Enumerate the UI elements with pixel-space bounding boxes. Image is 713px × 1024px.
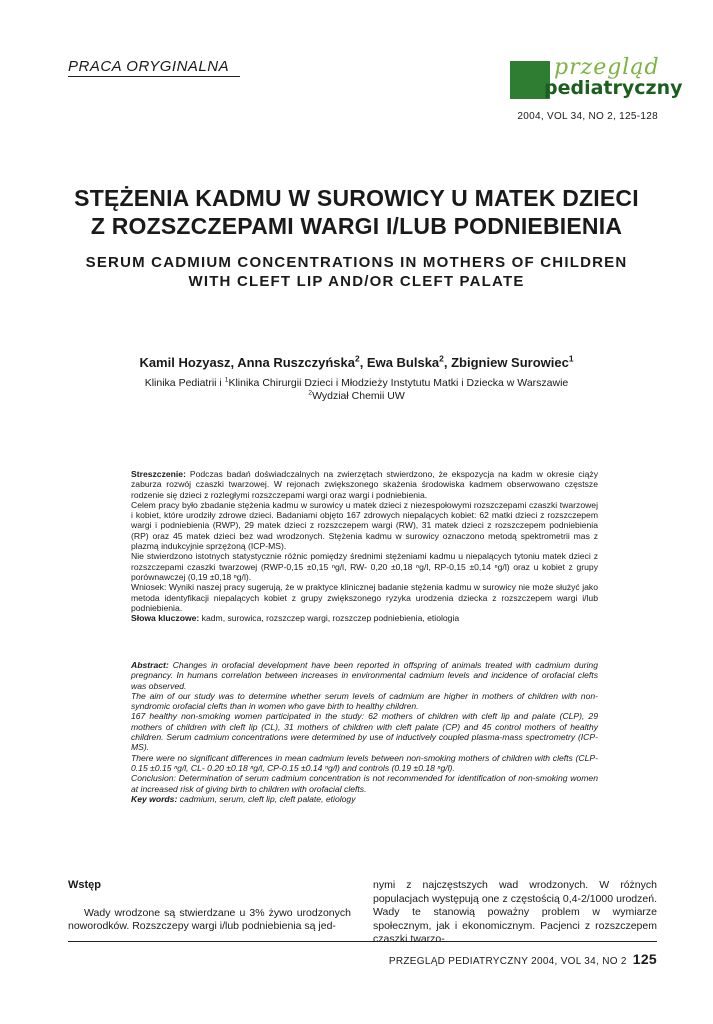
abstract-pl-p1 bbox=[131, 469, 598, 500]
page-footer bbox=[389, 951, 657, 967]
section-heading: Wstęp bbox=[68, 879, 101, 891]
author-3: , Zbigniew Surowiec bbox=[443, 355, 569, 370]
abstract-pl-p1-text: Podczas badań doświadczalnych na zwierzętach stwierdzono, że ekspozycja na kadm w okresie ciąży zaburza rozwój czaszki twarzowej. W rejonach zwiększonego skażenia środowiska kadmem obserwowano częstsze rodzenie się dzieci z rozległymi rozszczepami wargi oraz wargi i podniebienia. bbox=[131, 469, 598, 500]
page-number: 125 bbox=[632, 951, 657, 967]
abstract-pl-p3: Nie stwierdzono istotnych statystycznie różnic pomiędzy średnimi stężeniami kadmu u niepalących tytoniu matek dzieci z rozszczepami czaszki twarzowej (RWP-0,15 ±0,15 ⁿg/l, RW- 0,20 ±0,18 ⁿg/l, RP-0,15 ±0,14 ⁿg/l) oraz u kobiet z grupy porównawczej (0,19 ±0,18 ⁿg/l). bbox=[131, 551, 598, 582]
keywords-en-text: cadmium, serum, cleft lip, cleft palate, etiology bbox=[177, 793, 356, 804]
abstract-en-p2: The aim of our study was to determine whether serum levels of cadmium are higher in mothers of children with non-syndromic orofacial clefts than in women who gave birth to healthy children. bbox=[131, 690, 598, 712]
abstract-pl-label: Streszczenie: bbox=[131, 469, 186, 479]
abstract-en-p3: 167 healthy non-smoking women participated in the study: 62 mothers of children with cleft lip and palate (CLP), 29 mothers of children with cleft lip (CL), 31 mothers of children with cleft palate (CP) and 45 control mothers of healthy children. Serum cadmium concentrations were determined by use of inductively coupled plasma-mass spectrometry (ICP-MS). bbox=[131, 711, 598, 753]
keywords-pl-label: Słowa kluczowe: bbox=[131, 613, 200, 624]
footer-divider bbox=[68, 941, 657, 942]
body-column-left bbox=[68, 879, 351, 934]
body-column-right bbox=[373, 879, 657, 947]
abstract-en-p1 bbox=[131, 660, 598, 691]
abstract-en-label: Abstract: bbox=[131, 660, 169, 670]
title-polish-line2: Z ROZSZCZEPAMI WARGI I/LUB PODNIEBIENIA bbox=[90, 213, 623, 239]
affiliation-1-sup: 1 bbox=[224, 376, 229, 384]
affiliations bbox=[40, 377, 673, 403]
author-1-sup: 2 bbox=[354, 353, 360, 364]
abstract-pl-keywords bbox=[131, 613, 598, 623]
affiliation-1-part-a: Klinika Pediatrii i bbox=[144, 377, 225, 389]
title-english-line1: SERUM CADMIUM CONCENTRATIONS IN MOTHERS OF CHILDREN bbox=[85, 254, 628, 271]
logo-text-bottom: pediatryczny bbox=[544, 77, 683, 99]
keywords-pl-text: kadm, surowica, rozszczep wargi, rozszczep podniebienia, etiologia bbox=[199, 613, 460, 624]
author-2-sup: 2 bbox=[439, 353, 444, 364]
author-3-sup: 1 bbox=[568, 353, 574, 364]
abstract-polish bbox=[131, 469, 598, 623]
title-polish-line1: STĘŻENIA KADMU W SUROWICY U MATEK DZIECI bbox=[74, 185, 639, 211]
abstract-en-p4: There were no significant differences in mean cadmium levels between non-smoking mothers of children with clefts (CLP-0.15 ±0.15 ⁿg/l, CL- 0.20 ±0.18 ⁿg/l, CP-0.15 ±0.14 ⁿg/l) and controls (0.19 ±0.18 ⁿg/l). bbox=[131, 752, 598, 773]
affiliation-2-sup: 2 bbox=[308, 389, 313, 397]
logo-text-top: przegląd bbox=[554, 55, 660, 80]
affiliation-2 bbox=[40, 390, 673, 403]
title-english-line2: WITH CLEFT LIP AND/OR CLEFT PALATE bbox=[188, 273, 525, 290]
author-list bbox=[40, 355, 673, 370]
abstract-english bbox=[131, 660, 598, 804]
body-paragraph-left: Wady wrodzone są stwierdzane u 3% żywo urodzonych noworodków. Rozszczepy wargi i/lub podniebienia są jed- bbox=[68, 906, 351, 933]
title-polish bbox=[40, 184, 673, 240]
author-2: , Ewa Bulska bbox=[359, 355, 440, 370]
abstract-en-p1-text: Changes in orofacial development have been reported in offspring of animals treated with cadmium during pregnancy. In humans correlation between increases in environmental cadmium levels and incidence of orofacial clefts was observed. bbox=[131, 660, 598, 691]
section-label: PRACA ORYGINALNA bbox=[68, 58, 240, 77]
title-english bbox=[40, 253, 673, 291]
affiliation-1 bbox=[40, 377, 673, 390]
keywords-en-label: Key words: bbox=[131, 793, 178, 804]
journal-citation: 2004, VOL 34, NO 2, 125-128 bbox=[517, 111, 658, 122]
abstract-en-p5: Conclusion: Determination of serum cadmium concentration is not recommended for identification of non-smoking women at increased risk of giving birth to children with orofacial clefts. bbox=[131, 773, 598, 794]
abstract-en-keywords bbox=[131, 794, 598, 804]
abstract-pl-p4: Wniosek: Wyniki naszej pracy sugerują, że w praktyce klinicznej badanie stężenia kadmu w surowicy nie może służyć jako metoda identyfikacji niepalących kobiet z grupy zwiększonego ryzyka urodzenia dziecka z rozszczepem wargi i/lub podniebienia. bbox=[131, 582, 598, 613]
author-1: Kamil Hozyasz, Anna Ruszczyńska bbox=[139, 355, 355, 370]
body-paragraph-right: nymi z najczęstszych wad wrodzonych. W różnych populacjach występują one z częstością 0,4-2/1000 urodzeń. Wady te stanowią poważny problem w wymiarze społecznym, jak i ekonomicznym. Pacjenci z rozszczepem czaszki twarzo- bbox=[373, 879, 657, 946]
abstract-pl-p2: Celem pracy było zbadanie stężenia kadmu w surowicy u matek dzieci z niezespołowymi rozszczepami czaszki twarzowej i kobiet, które urodziły zdrowe dzieci. Badaniami objęto 167 zdrowych niepalących kobiet: 62 matki dzieci z rozszczepem wargi i podniebienia (RWP), 29 matek dzieci z rozszczepem wargi (RW), 31 matek dzieci z rozszczepem podniebienia (RP) oraz 45 matek dzieci bez wad wrodzonych. Stężenia kadmu w surowicy oznaczono metodą spektrometrii mas z plazmą indukcyjnie sprzężoną (ICP-MS). bbox=[131, 499, 598, 552]
footer-journal: PRZEGLĄD PEDIATRYCZNY 2004, VOL 34, NO 2 bbox=[388, 956, 627, 967]
affiliation-2-text: Wydział Chemii UW bbox=[312, 390, 405, 402]
affiliation-1-part-b: Klinika Chirurgii Dzieci i Młodzieży Instytutu Matki i Dziecka w Warszawie bbox=[228, 377, 569, 389]
journal-logo bbox=[510, 55, 683, 107]
